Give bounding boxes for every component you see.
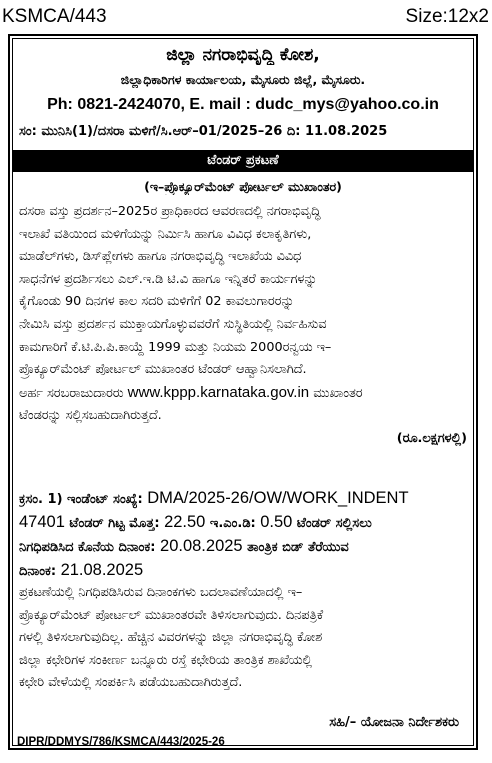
notice-footer (19, 582, 467, 695)
indent-number: DMA/2025-26/OW/WORK_INDENT (147, 489, 409, 507)
org-title: ಜಿಲ್ಲಾ ನಗರಾಭಿವೃದ್ಧಿ ಕೋಶ, (166, 45, 320, 65)
indent-label: ಕ್ರಸಂ. 1) ಇಂಡೆಂಟ್ ಸಂಖ್ಯೆ: (19, 492, 148, 507)
body-line: ಪ್ರೊಕ್ಯೂರ್‌ಮೆಂಟ್ ಪೋರ್ಟಲ್ ಮುಖಾಂತರ ಟೆಂಡರ್ ಆಹ್ವಾನಿಸಲಾಗಿದೆ. (19, 362, 307, 378)
indent-line-3 (19, 535, 467, 559)
reference-line: ಸಂ: ಮುನಿಸಿ(1)/ದಸರಾ ಮಳಿಗೆ/ಸಿ.ಆರ್–01/2025–26 ದಿ: 11.08.2025 (19, 124, 388, 139)
open-date-label: ದಿನಾಂಕ: (19, 564, 61, 579)
indent-details (19, 487, 467, 583)
body-line: ಟೆಂಡರನ್ನು ಸಲ್ಲಿಸಬಹುದಾಗಿರುತ್ತದೆ. (19, 408, 162, 424)
body-line: ಕೈಗೊಂಡು 90 ದಿನಗಳ ಕಾಲ ಸದರಿ ಮಳಿಗೆಗೆ 02 ಕಾವಲುಗಾರರನ್ನು (19, 294, 295, 310)
emd-amount: 0.50 (260, 513, 293, 531)
website-suffix: ಮುಖಾಂತರ (309, 385, 363, 401)
last-date-label: ನಿಗಧಿಪಡಿಸಿದ ಕೊನೆಯ ದಿನಾಂಕ: (19, 540, 161, 555)
website-prefix: ಅರ್ಹ ಸರಬರಾಜುದಾರರು (19, 385, 128, 401)
notice-body (19, 201, 467, 451)
tender-amount: 22.50 (164, 513, 206, 531)
unit-note: (ರೂ.ಲಕ್ಷಗಳಲ್ಲಿ) (396, 430, 467, 446)
open-date: 21.08.2025 (60, 561, 144, 579)
indent-line-2 (19, 511, 467, 535)
indent-line-4 (19, 559, 467, 583)
body-line: ನೇಮಿಸಿ ವಸ್ತು ಪ್ರದರ್ಶನ ಮುಕ್ತಾಯಗೊಳ್ಳುವವರೆಗೆ ಸುಸ್ಥಿತಿಯಲ್ಲಿ ನಿರ್ವಹಿಸುವ (19, 316, 327, 332)
portal-subtitle: (ಇ–ಪ್ರೊಕ್ಯೂರ್‌ಮೆಂಟ್ ಪೋರ್ಟಲ್ ಮುಖಾಂತರ) (144, 179, 342, 194)
last-date: 20.08.2025 (160, 537, 243, 555)
footer-line: ಪ್ರೊಕ್ಯೂರ್‌ಮೆಂಟ್ ಪೋರ್ಟಲ್ ಮುಖಾಂತರವೇ ತಿಳಿಸಲಾಗುವುದು. ದಿನಪತ್ರಿಕೆ (19, 607, 324, 623)
footer-line: ಜಿಲ್ಲಾ ಕಛೇರಿಗಳ ಸಂಕೀರ್ಣ ಬನ್ನೂರು ರಸ್ತೆ ಕಛೇರಿಯ ತಾಂತ್ರಿಕ ಶಾಖೆಯಲ್ಲಿ (19, 652, 313, 668)
website-link[interactable]: www.kppp.karnataka.gov.in (127, 383, 310, 401)
contact-line: Ph: 0821-2424070, E. mail : dudc_mys@yahoo.co.in (47, 96, 439, 113)
notice-inner-border (12, 38, 474, 746)
notice-frame (8, 34, 478, 750)
body-line: ಸಾಧನೆಗಳ ಪ್ರದರ್ಶಿಸಲು ಎಲ್.ಇ.ಡಿ ಟಿ.ವಿ ಹಾಗೂ ಇನ್ನಿತರೆ ಕಾರ್ಯಗಳನ್ನು (19, 271, 318, 287)
signature: ಸಹಿ/– ಯೋಜನಾ ನಿರ್ದೇಶಕರು (329, 715, 459, 730)
footer-line: ಕಛೇರಿ ವೇಳೆಯಲ್ಲಿ ಸಂಪರ್ಕಿಸಿ ಪಡೆಯಬಹುದಾಗಿರುತ್ತದೆ. (19, 675, 243, 691)
body-line: ಇಲಾಖೆ ವತಿಯಿಂದ ಮಳಿಗೆಯನ್ನು ನಿರ್ಮಿಸಿ ಹಾಗೂ ವಿವಿಧ ಕಲಾಕೃತಿಗಳು, (19, 226, 312, 242)
dipr-reference: DIPR/DDMYS/786/KSMCA/443/2025-26 (17, 736, 225, 748)
ad-header (0, 0, 492, 34)
website-line (19, 382, 467, 406)
indent-line-1 (19, 487, 467, 511)
indent-number-tail: 47401 (19, 513, 65, 531)
footer-line: ಗಳಲ್ಲಿ ತಿಳಿಸಲಾಗುವುದಿಲ್ಲ. ಹೆಚ್ಚಿನ ವಿವರಗಳನ್ನು ಜಿಲ್ಲಾ ನಗರಾಭಿವೃದ್ಧಿ ಕೋಶ (19, 630, 323, 646)
bid-opening-label: ತಾಂತ್ರಿಕ ಬಿಡ್ ತೆರೆಯುವ (242, 540, 349, 555)
body-line: ದಸರಾ ವಸ್ತು ಪ್ರದರ್ಶನ–2025ರ ಪ್ರಾಧಿಕಾರದ ಆವರಣದಲ್ಲಿ ನಗರಾಭಿವೃದ್ಧಿ (19, 204, 321, 219)
amount-label: ಟೆಂಡರ್ ಗಿಟ್ಟ ಮೊತ್ತ: (64, 516, 165, 531)
body-line: ಮಾಡೆಲ್‌ಗಳು, ಡಿಸ್‌ಪ್ಲೇಗಳು ಹಾಗೂ ನಗರಾಭಿವೃದ್ಧಿ ಇಲಾಖೆಯ ವಿವಿಧ (19, 249, 302, 265)
tender-notice-band: ಟೆಂಡರ್ ಪ್ರಕಟಣೆ (13, 150, 473, 172)
body-line: ಕಾಮಗಾರಿಗೆ ಕೆ.ಟಿ.ಪಿ.ಪಿ.ಕಾಯ್ದೆ 1999 ಮತ್ತು ನಿಯಮ 2000ರನ್ವಯ ಇ– (19, 339, 332, 355)
footer-line: ಪ್ರಕಟಣೆಯಲ್ಲಿ ನಿಗಧಿಪಡಿಸಿರುವ ದಿನಾಂಕಗಳು ಬದಲಾವಣೆಯಾದಲ್ಲಿ ಇ– (19, 585, 303, 600)
ad-code: KSMCA/443 (2, 6, 107, 27)
office-address: ಜಿಲ್ಲಾಧಿಕಾರಿಗಳ ಕಾರ್ಯಾಲಯ, ಮೈಸೂರು ಜಿಲ್ಲೆ, ಮೈಸೂರು. (120, 72, 366, 87)
emd-label: ಇ.ಎಂ.ಡಿ: (205, 516, 261, 531)
ad-size: Size:12x2 (405, 6, 489, 27)
submission-label: ಟೆಂಡರ್ ಸಲ್ಲಿಸಲು (292, 516, 372, 531)
